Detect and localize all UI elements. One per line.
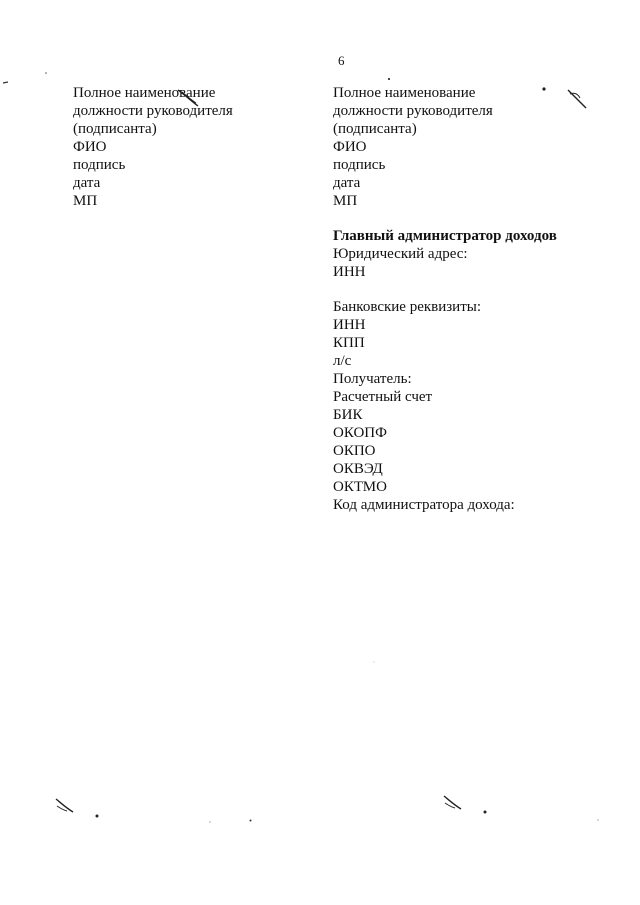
pen-stroke-left-heading [176, 88, 202, 110]
scan-dot-bottom-middle-small [208, 820, 212, 824]
scan-speck-right-edge [596, 818, 600, 822]
spacer [333, 210, 623, 227]
bank-inn-label: ИНН [333, 317, 366, 333]
scan-dot-right-heading [386, 76, 392, 82]
okved-label: ОКВЭД [333, 461, 383, 477]
date-label: дата [333, 175, 361, 191]
pen-stroke-bottom-left [53, 796, 77, 816]
kpp-label: КПП [333, 335, 365, 351]
stamp-label: МП [333, 193, 358, 209]
okopf-label: ОКОПФ [333, 425, 387, 441]
scan-mark-top-left-edge [2, 80, 10, 86]
full-name-label: ФИО [333, 139, 367, 155]
bik-label: БИК [333, 407, 363, 423]
right-signature-block [333, 84, 623, 514]
position-title-label-cont: должности руководителя [333, 103, 493, 119]
scan-mark-left-tick [44, 70, 50, 76]
scan-dot-bottom-middle [248, 818, 253, 823]
date-label: дата [73, 175, 101, 191]
account-label: л/с [333, 353, 352, 369]
scan-dot-top-right [541, 86, 547, 92]
position-title-label: Полное наименование [73, 85, 216, 101]
spacer [333, 281, 623, 298]
recipient-label: Получатель: [333, 371, 412, 387]
pen-stroke-bottom-right [441, 793, 465, 813]
position-title-label-cont: должности руководителя [73, 103, 233, 119]
admin-code-label: Код администратора дохода: [333, 497, 515, 513]
legal-address-label: Юридический адрес: [333, 246, 468, 262]
signatory-label: (подписанта) [333, 121, 417, 137]
signatory-label: (подписанта) [73, 121, 157, 137]
scan-dot-bottom-right [482, 809, 488, 815]
signature-label: подпись [333, 157, 386, 173]
stamp-label: МП [73, 193, 98, 209]
okpo-label: ОКПО [333, 443, 376, 459]
signature-label: подпись [73, 157, 126, 173]
settlement-account-label: Расчетный счет [333, 389, 433, 405]
scan-dot-bottom-left [94, 813, 100, 819]
page-number: 6 [338, 53, 345, 68]
inn-label: ИНН [333, 264, 366, 280]
bank-details-label: Банковские реквизиты: [333, 299, 482, 315]
admin-heading: Главный администратор доходов [333, 228, 557, 244]
full-name-label: ФИО [73, 139, 107, 155]
oktmo-label: ОКТМО [333, 479, 387, 495]
pen-stroke-right-top [562, 86, 590, 112]
position-title-label: Полное наименование [333, 85, 476, 101]
scan-speck-mid [372, 660, 376, 664]
